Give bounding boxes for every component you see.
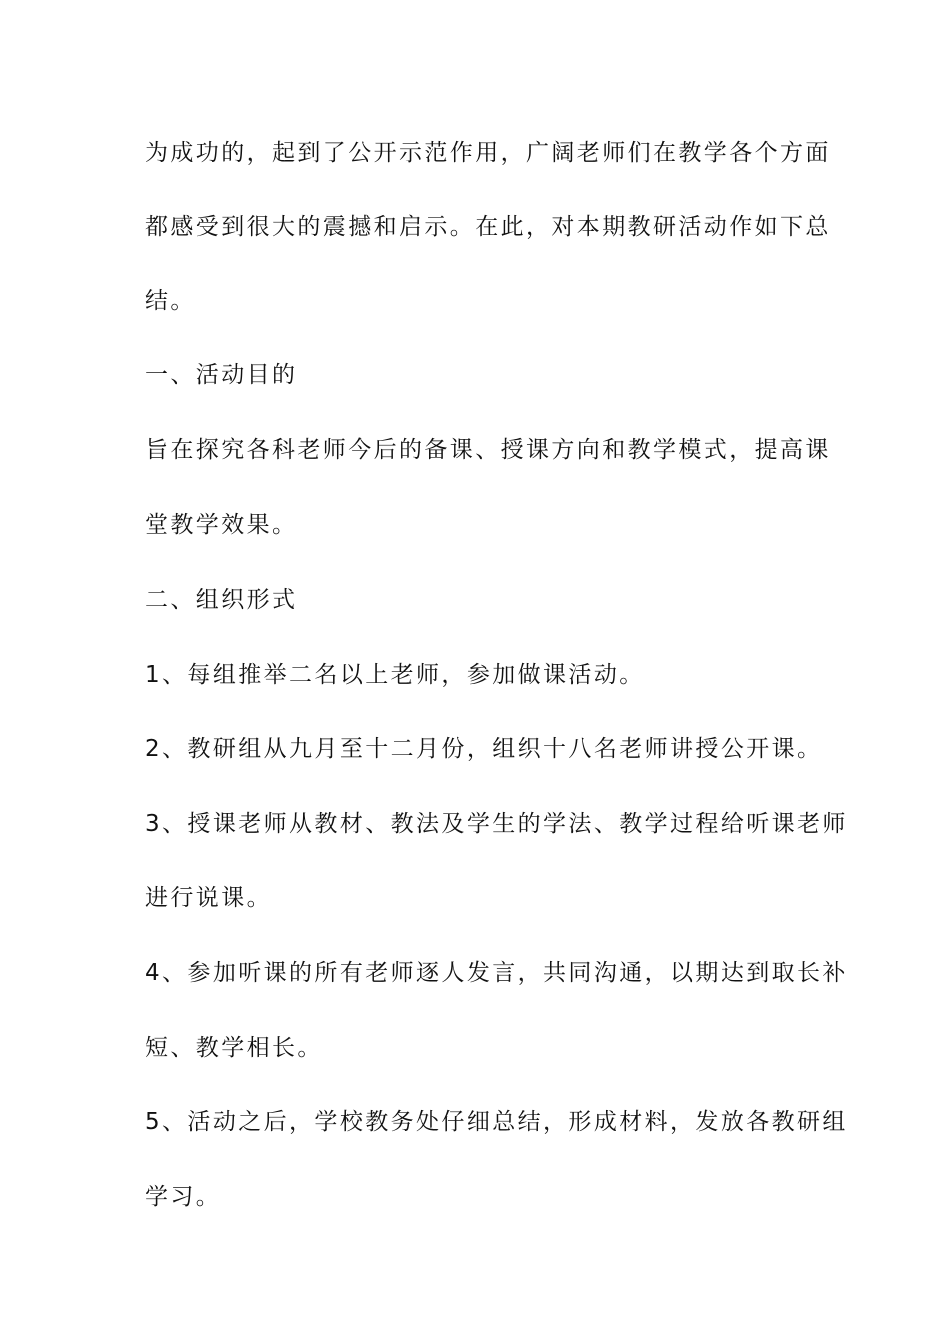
- section-heading: 一、活动目的: [145, 362, 298, 388]
- list-item-continuation: 学习。: [145, 1184, 222, 1210]
- paragraph-line: 都感受到很大的震撼和启示。在此，对本期教研活动作如下总: [145, 214, 831, 240]
- paragraph-line: 为成功的，起到了公开示范作用，广阔老师们在教学各个方面: [145, 140, 831, 166]
- list-item: 4、参加听课的所有老师逐人发言，共同沟通，以期达到取长补: [145, 960, 848, 986]
- paragraph-line: 堂教学效果。: [145, 512, 298, 538]
- paragraph-line: 结。: [145, 288, 196, 314]
- list-item: 3、授课老师从教材、教法及学生的学法、教学过程给听课老师: [145, 811, 848, 837]
- list-item: 1、每组推举二名以上老师，参加做课活动。: [145, 662, 645, 688]
- list-item-continuation: 进行说课。: [145, 885, 272, 911]
- list-item: 2、教研组从九月至十二月份，组织十八名老师讲授公开课。: [145, 736, 823, 762]
- section-heading: 二、组织形式: [145, 587, 298, 613]
- list-item: 5、活动之后，学校教务处仔细总结，形成材料，发放各教研组: [145, 1109, 848, 1135]
- paragraph-line: 旨在探究各科老师今后的备课、授课方向和教学模式，提高课: [145, 437, 831, 463]
- list-item-continuation: 短、教学相长。: [145, 1035, 323, 1061]
